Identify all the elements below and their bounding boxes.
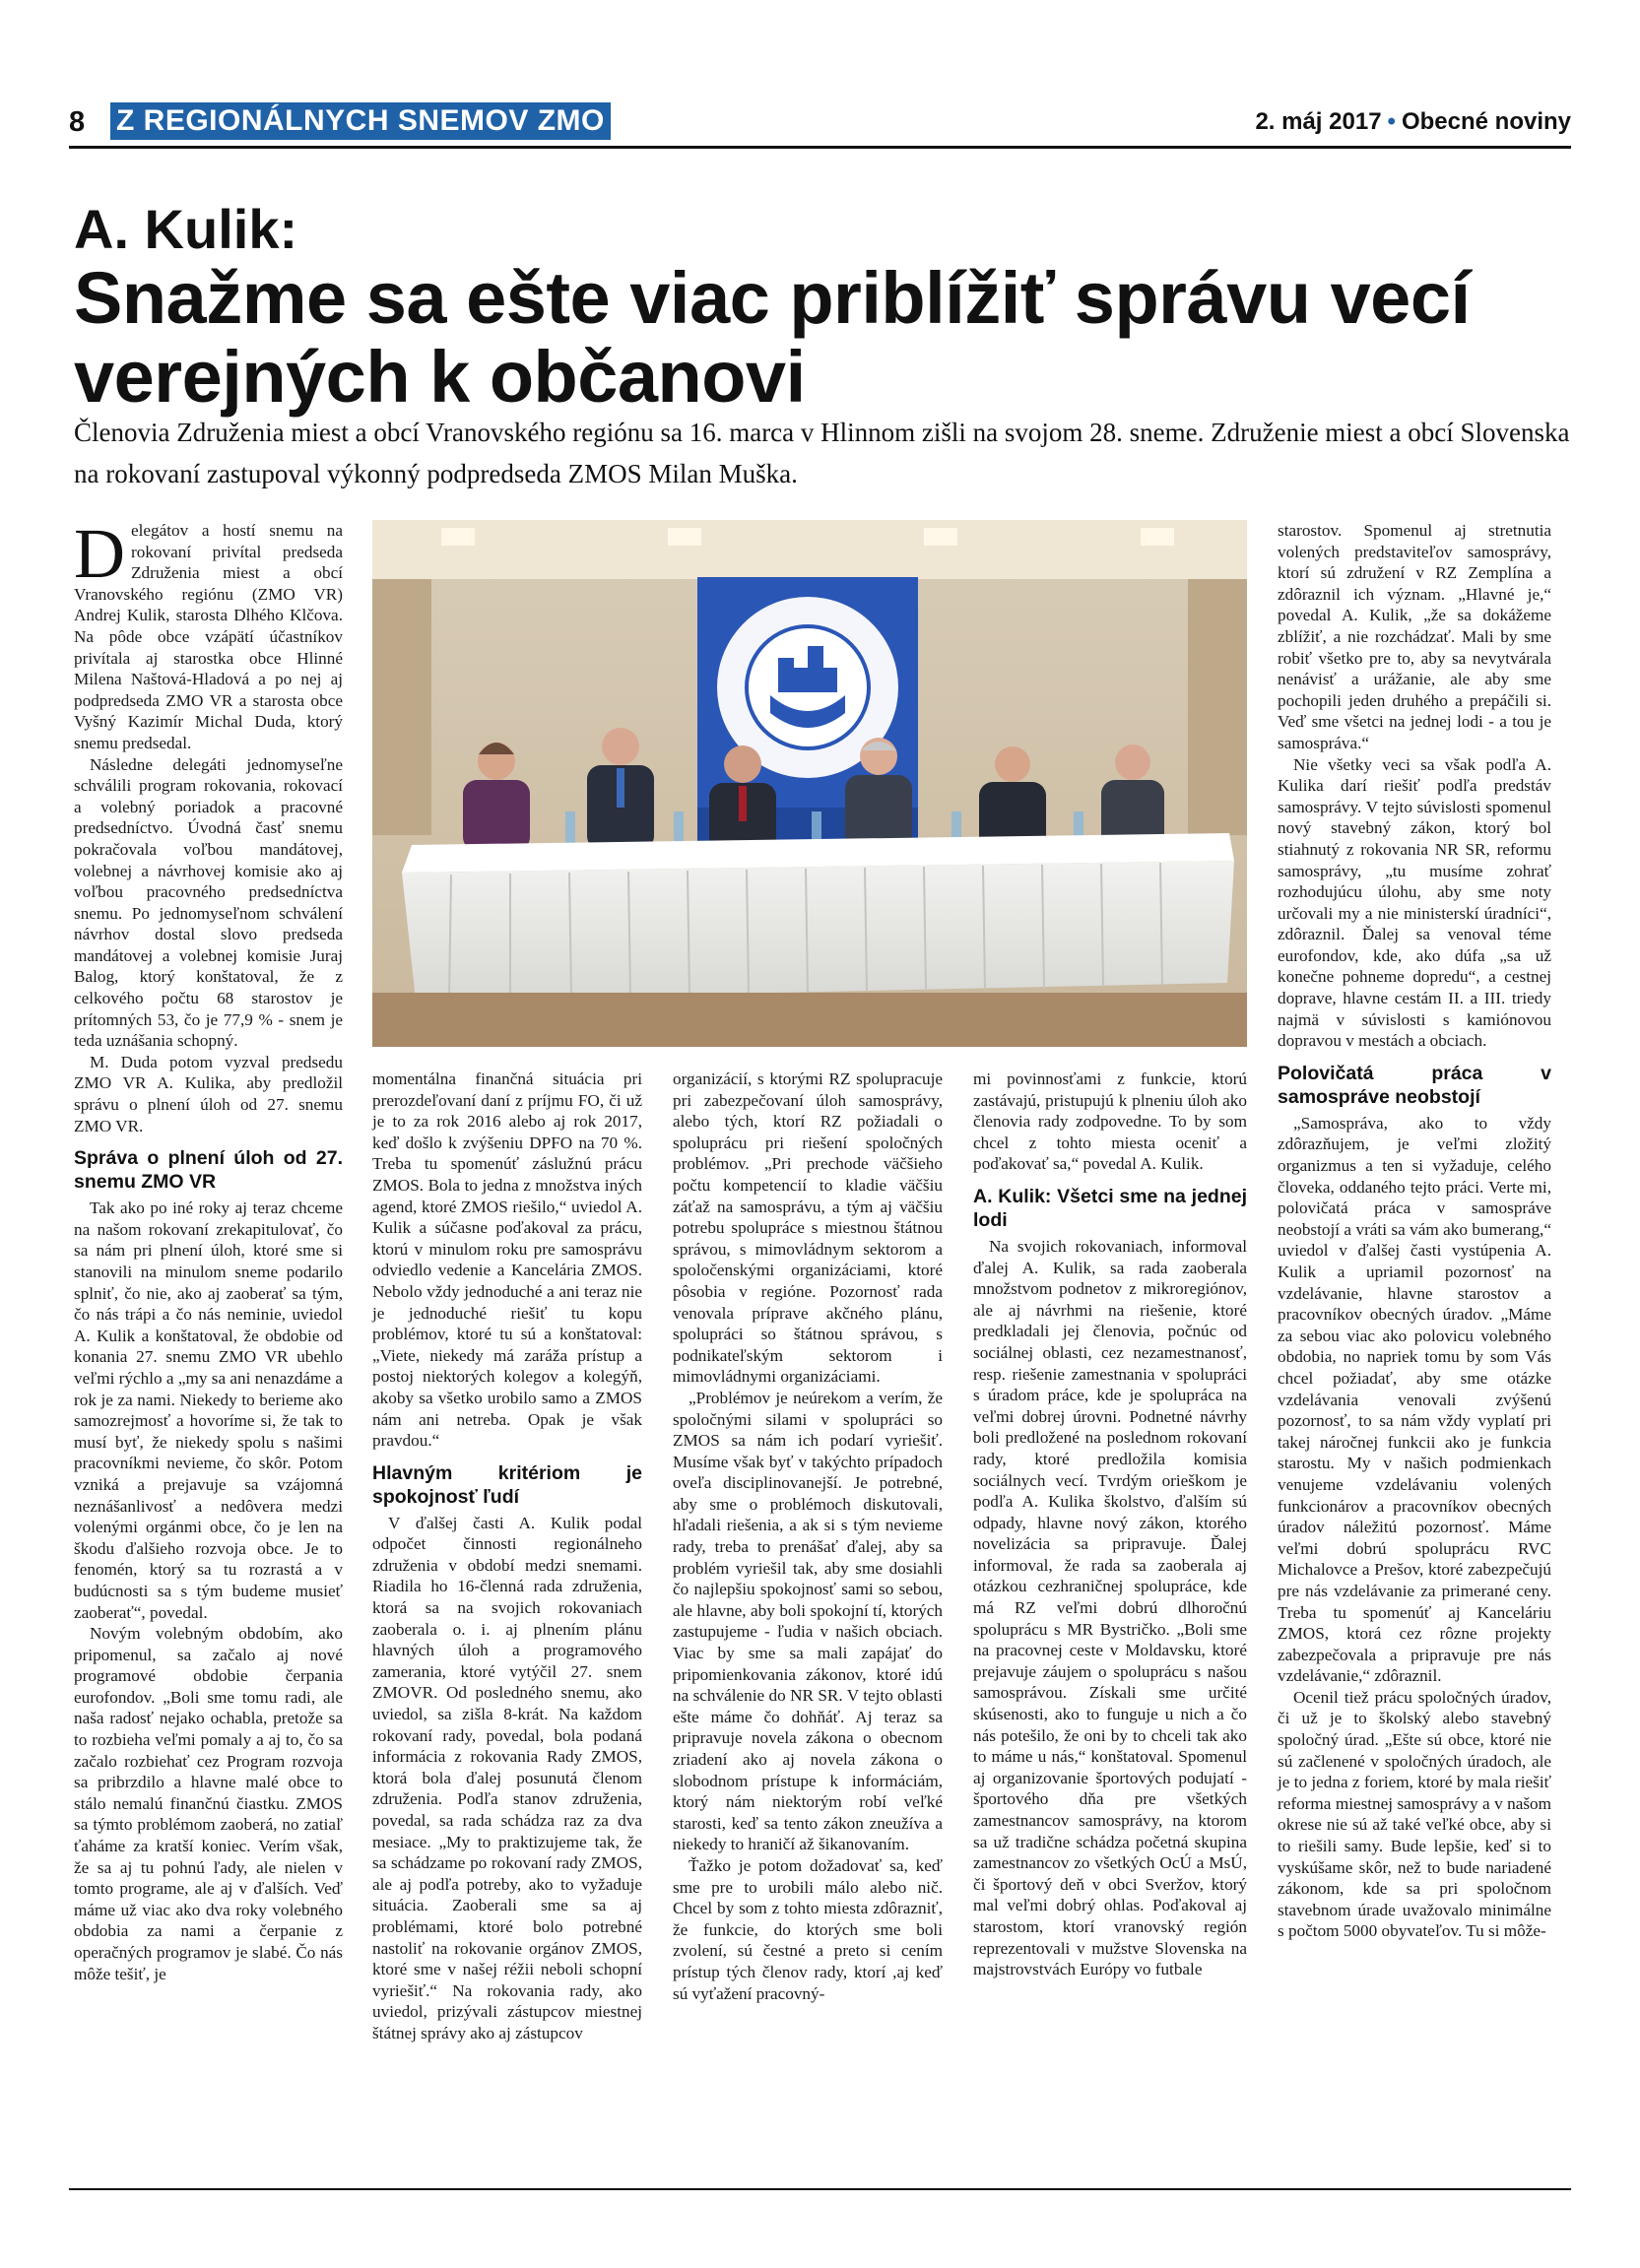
separator-dot: • (1387, 108, 1396, 135)
article-column-5 (1278, 520, 1551, 1942)
article-column-3 (673, 1069, 943, 2004)
paragraph: Nie všetky veci sa však podľa A. Kulika darí riešiť podľa predstáv samosprávy. V tejto súvislosti spomenul nový stavebný zákon, ktorý bol stiahnutý z rokovania NR SR, reformu samosprávy, „tu musíme zohrať rozhodujúcu úlohu, aby sme noty určovali my a nie ministerskí úradníci“, zdôraznil. Ďalej sa venoval téme eurofondov, kde, ako dúfa „sa už konečne pohneme dopredu“, a cestnej doprave, hlavne cestám II. a III. triedy najmä v súvislosti s kamiónovou dopravou v mestách a obciach. (1278, 754, 1551, 1051)
paragraph: Ocenil tiež prácu spoločných úradov, či už je to školský alebo stavebný spoločný úrad. „Ešte sú obce, ktoré nie sú začlenené v spoločných úradoch, ale je to jedna z foriem, ktoré by mala riešiť reforma miestnej samosprávy a v našom okrese nie sú až také veľké obce, aby si to riešili samy. Bude lepšie, keď si to vyskúšame skôr, než to bude nariadené zákonom, kde sa pri spoločnom stavebnom úrade uvažovalo minimálne s počtom 5000 obyvateľov. Tu si môže- (1278, 1687, 1551, 1941)
publication-name: Obecné noviny (1401, 108, 1571, 135)
article-column-4 (973, 1069, 1247, 1980)
paragraph: Ťažko je potom dožadovať sa, keď sme pre to urobili málo alebo nič. Chcel by som z tohto miesta zdôrazniť, že funkcie, do ktorých sme boli zvolení, sú čestné a preto si cením prístup tých členov rady, ktorí ,aj keď sú vyťažení pracovný- (673, 1855, 943, 2003)
article-column-2 (372, 1069, 642, 2044)
paragraph: Tak ako po iné roky aj teraz chceme na našom rokovaní zrekapitulovať, čo sa nám pri plnení úloh, ktoré sme si stanovili na minulom sneme podarilo splniť, čo nie, ako aj zaoberať sa tým, čo nás trápi a čo nás neminie, uviedol A. Kulik a konštatoval, že obdobie od konania 27. snemu ZMO VR ubehlo veľmi rýchlo a „my sa ani nenazdáme a rok je za nami. Niekedy to berieme ako samozrejmosť a hovoríme si, že tak to musí byť, že niekedy spolu s našimi pracovníkmi nevieme, čo skôr. Potom vzniká a prejavuje sa vzájomná neznášanlivosť a nedôvera medzi volenými orgánmi obce, čo je len na škodu ďalšieho rozvoja obce. Je to fenomén, ktorý sa tu rozrastá a v budúcnosti sa s tým budeme musieť zaoberať“, povedal. (74, 1199, 343, 1622)
article-lead: Členovia Združenia miest a obcí Vranovského regiónu sa 16. marca v Hlinnom zišli na svojom 28. sneme. Združenie miest a obcí Slovenska na rokovaní zastupoval výkonný podpredseda ZMOS Milan Muška. (74, 418, 1570, 488)
conference-table (402, 833, 1234, 1001)
paragraph: M. Duda potom vyzval predsedu ZMO VR A. Kulika, aby predložil správu o plnení úloh od 27. snemu ZMO VR. (74, 1052, 343, 1135)
header-rule (69, 146, 1571, 149)
paragraph: starostov. Spomenul aj stretnutia volených predstaviteľov samosprávy, ktorí sú združení v RZ Zemplína a zdôraznil ich význam. „Hlavné je,“ povedal A. Kulik, „že sa dokážeme zblížiť, a nie rozchádzať. Mali by sme robiť všetko pre to, aby sa nevytvárala nenávisť a urážanie, ale aby sme pochopili jeden druhého a prepáčili si. Veď sme všetci na jednej lodi - a tou je samospráva.“ (1278, 521, 1551, 752)
subheading: Správa o plnení úloh od 27. snemu ZMO VR (74, 1147, 343, 1194)
paragraph: „Problémov je neúrekom a verím, že spoločnými silami v spolupráci so ZMOS sa nám ich podarí vyriešiť. Musíme však byť v takýchto prípadoch oveľa disciplinovanejší. Je potrebné, aby sme o problémoch diskutovali, hľadali riešenia, a ak si s tým nevieme rady, treba to prenášať ďalej, aby sa problém vyriešil tak, aby sme dosiahli čo najlepšiu spokojnosť sami so sebou, ale hlavne, aby boli spokojní tí, ktorých zastupujeme - ľudia v našich obciach. Viac by sme sa mali zapájať do pripomienkovania zákonov, ktoré idú na schválenie do NR SR. V tejto oblasti ešte máme čo dohňáť. Aj teraz sa pripravuje novela zákona o obecnom zriadení ako aj novela zákona o slobodnom prístupe k informáciám, ktorý nám niektorým robí veľké starosti, keď sa tento zákon zneužíva a niekedy to hraničí až šikanovaním. (673, 1388, 943, 1854)
issue-info (1255, 108, 1571, 136)
article-kicker: A. Kulik: (74, 198, 298, 260)
paragraph: Následne delegáti jednomyseľne schválili program rokovania, rokovací a volebný poriadok a pracovné predsedníctvo. Úvodná časť snemu pokračovala voľbou mandátovej, volebnej a návrhovej komisie ako aj voľbou pracovného predsedníctva snemu. Po jednomyseľnom schválení návrhov dostal slovo predseda mandátovej a volebnej komisie Juraj Balog, ktorý konštatoval, že z celkového počtu 68 starostov je prítomných 53, čo je 77,9 % - snem je teda uznášania schopný. (74, 754, 343, 1051)
paragraph: organizácií, s ktorými RZ spolupracuje pri zabezpečovaní úloh samosprávy, alebo tých, ktorí RZ požiadali o spoluprácu pri riešení spoločných problémov. „Pri prechode väčšieho počtu kompetencií to kladie väčšiu záťaž na samosprávu, a tým aj väčšiu potrebu spolupráce s miestnou štátnou správou, s mimovládnym sektorom a spoločenskými organizáciami, ktoré pôsobia v regióne. Pozornosť rada venovala príprave akčného plánu, spolupráci so štátnou správou, s podnikateľským sektorom i mimovládnymi organizáciami. (673, 1069, 943, 1387)
drop-cap: D (74, 514, 125, 593)
paragraph: Novým volebným obdobím, ako pripomenul, sa začalo aj nové programové obdobie čerpania eurofondov. „Boli sme tomu radi, ale naša radosť nejako ochabla, pretože sa to rozbieha veľmi pomaly a aj to, čo sa začalo rozbiehať cez Program rozvoja sa pribrzdilo a hlavne malé obce to stálo nemalú finančnú čiastku. ZMOS sa týmto problémom zaoberá, no zatiaľ ťaháme za kratší koniec. Verím však, že sa aj tu pohnú ľady, ale nielen v tomto programe, ale aj v ďalších. Veď máme už viac ako dva roky volebného obdobia za nami a čerpanie z operačných programov je slabé. Čo nás môže tešiť, je (74, 1624, 343, 1983)
paragraph: mi povinnosťami z funkcie, ktorú zastávajú, pristupujú k plneniu úloh ako členovia rady zodpovedne. To by som chcel z tohto miesta oceniť a poďakovať sa,“ povedal A. Kulik. (973, 1069, 1247, 1174)
article-headline: Snažme sa ešte viac priblížiť správu vecí verejných k občanovi (74, 257, 1471, 418)
article-column-1 (74, 514, 343, 1984)
paragraph: momentálna finančná situácia pri prerozdeľovaní daní z príjmu FO, či už je to za rok 2016 alebo aj rok 2017, keď došlo k zvýšeniu DPFO na 70 %. Treba tu spomenúť záslužnú prácu ZMOS. Bola to jedna z množstva iných agend, ktoré ZMOS riešilo,“ uviedol A. Kulik a súčasne poďakoval za prácu, ktorú v minulom roku pre samosprávu odviedlo vedenie a Kancelária ZMOS. Nebolo vždy jednoduché a ani teraz nie je jednoduché riešiť tu kopu problémov, ktoré tu sú a konštatoval: „Viete, niekedy má zaráža prístup a postoj niektorých kolegov a kolegýň, akoby sa všetko urobilo samo a ZMOS nám ani netreba. Opak je však pravdou.“ (372, 1069, 642, 1451)
paragraph: „Samospráva, ako to vždy zdôrazňujem, je veľmi zložitý organizmus a ten si vyžaduje, celého človeka, oddaného tejto práci. Verte mi, polovičatá práca v samospráve neobstojí a vráti sa vám ako bumerang,“ uviedol v ďalšej časti vystúpenia A. Kulik a upriamil pozornosť na vzdelávanie, hlavne starostov a pracovníkov obecných úradov. „Máme za sebou viac ako polovicu volebného obdobia, no napriek tomu by som Vás chcel požiadať, aby sme otázke vzdelávania venovali zvýšenú pozornosť, to sa nám vždy vyplatí pri takej náročnej funkcii ako je funkcia starostu. My v našich podmienkach venujeme vzdelávaniu volených funkcionárov a pracovníkov obecných úradov náležitú pozornosť. Máme veľmi dobrú spoluprácu RVC Michalovce a Prešov, ktoré zabezpečujú pre nás vzdelávanie za primerané ceny. Treba tu spomenúť aj Kanceláriu ZMOS, ktorá cez rôzne projekty zabezpečovala a pripravuje pre nás vzdelávanie,“ zdôraznil. (1278, 1113, 1551, 1686)
paragraph: Na svojich rokovaniach, informoval ďalej A. Kulik, sa rada zaoberala množstvom podnetov z mikroregiónov, ale aj návrhmi na riešenie, ktoré predkladali jej členovia, počnúc od sociálnej oblasti, cez nezamestnanosť, resp. riešenie zamestnania v spolupráci s úradom práce, kde je spolupráca na veľmi dobrej úrovni. Podnetné návrhy boli predložené na poslednom rokovaní rady, ktoré predložila komisia sociálnych vecí. Tvrdým orieškom je podľa A. Kulika školstvo, ďalším sú odpady, hlavne nový zákon, ktorého novelizácia sa pripravuje. Ďalej informoval, že rada sa zaoberala aj otázkou cezhraničnej spolupráce, kde má RZ veľmi dobrú dlhoročnú spoluprácu s MR Bystričko. „Boli sme na pracovnej ceste v Moldavsku, ktoré prejavuje záujem o spoluprácu s našou samosprávou. Získali sme určité skúsenosti, ako to funguje u nich a čo nás potešilo, že oni by to chceli tak ako to máme u nás,“ konštatoval. Spomenul aj organizovanie športových podujatí - športového dňa pre všetkých zamestnancov samosprávy, na ktorom sa už tradične schádza početná skupina zamestnancov zo všetkých OcÚ a MsÚ, či športový deň v obci Sveržov, ktorý mal veľmi dobrý ohlas. Poďakoval aj starostom, ktorí vranovský región reprezentovali v mužstve Slovenska na majstrovstvách Európy vo futbale (973, 1236, 1247, 1979)
paragraph: V ďalšej časti A. Kulik podal odpočet činnosti regionálneho združenia v období medzi snemami. Riadila ho 16-členná rada združenia, ktorá sa na svojich rokovaniach zaoberala o. i. aj plnením plánu hlavných úloh a programového zamerania, ktoré vytýčil 27. snem ZMOVR. Od posledného snemu, ako uviedol, sa zišla 8-krát. Na každom rokovaní rady, povedal, bola podaná informácia z rokovania Rady ZMOS, ktorá bola ďalej posunutá členom združenia. Podľa stanov združenia, povedal, sa rada schádza raz za dva mesiace. „My to praktizujeme tak, že sa schádzame po rokovaní rady ZMOS, ale aj podľa potreby, ako to vyžaduje situácia. Zaoberali sme sa aj problémami, ktoré bolo potrebné nastoliť na rokovanie orgánov ZMOS, ktoré sme v našej réžii neboli schopní vyriešiť.“ Na rokovania rady, ako uviedol, prizývali zástupcov miestnej štátnej správy ako aj zástupcov (372, 1513, 642, 2042)
section-label: Z REGIONÁLNYCH SNEMOV ZMO (110, 102, 611, 140)
footer-rule (69, 2188, 1571, 2190)
issue-date: 2. máj 2017 (1255, 108, 1382, 135)
page-header (69, 102, 1571, 142)
paragraph: Delegátov a hostí snemu na rokovaní privítal predseda Združenia miest a obcí Vranovského regiónu (ZMO VR) Andrej Kulik, starosta Dlhého Klčova. Na pôde obce vzápätí účastníkov privítala aj starostka obce Hlinné Milena Naštová-Hladová a po nej aj podpredseda ZMO VR a starosta obce Vyšný Kazimír Michal Duda, ktorý snemu predsedal. (74, 514, 343, 752)
article-photo (372, 520, 1247, 1047)
subheading: Hlavným kritériom je spokojnosť ľudí (372, 1461, 642, 1508)
subheading: A. Kulik: Všetci sme na jednej lodi (973, 1185, 1247, 1231)
subheading: Polovičatá práca v samospráve neobstojí (1278, 1062, 1551, 1108)
page-number: 8 (69, 106, 86, 138)
